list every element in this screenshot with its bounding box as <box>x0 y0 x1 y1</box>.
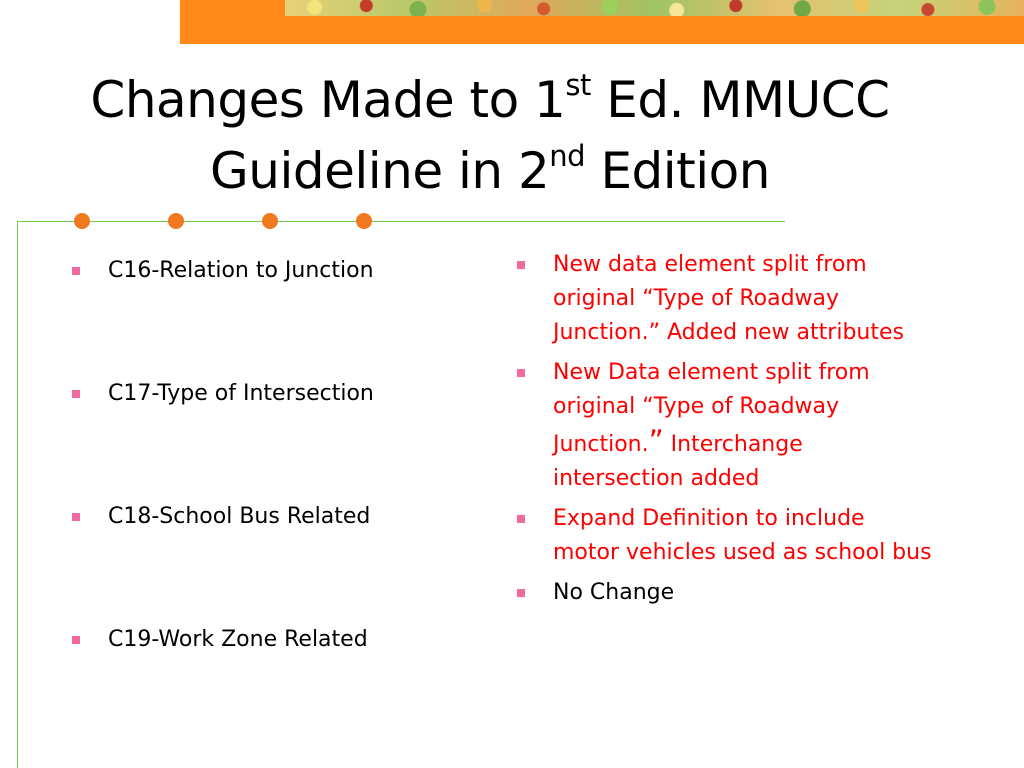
orange-dot-icon <box>168 213 184 229</box>
change-description-list <box>517 248 937 616</box>
title-line-1: Changes Made to 1st Ed. MMUCC <box>90 68 890 129</box>
list-item: C19-Work Zone Related <box>72 623 452 746</box>
list-item: C17-Type of Intersection <box>72 377 452 500</box>
divider-horizontal <box>17 221 785 222</box>
square-bullet-icon <box>517 589 525 597</box>
orange-dot-icon <box>356 213 372 229</box>
list-item: New Data element split from original “Type of Roadway Junction.” Interchange intersection added <box>517 356 937 496</box>
orange-dot-icon <box>74 213 90 229</box>
slide-title <box>40 68 940 210</box>
square-bullet-icon <box>517 261 525 269</box>
square-bullet-icon <box>72 636 80 644</box>
list-item: C18-School Bus Related <box>72 500 452 623</box>
orange-dot-icon <box>262 213 278 229</box>
list-item: New data element split from original “Type of Roadway Junction.” Added new attributes <box>517 248 937 350</box>
element-list <box>72 254 452 746</box>
square-bullet-icon <box>517 515 525 523</box>
list-item: Expand Definition to include motor vehicles used as school bus <box>517 502 937 570</box>
square-bullet-icon <box>72 390 80 398</box>
title-line-2: Guideline in 2nd Edition <box>210 139 770 200</box>
divider-vertical <box>17 222 18 768</box>
square-bullet-icon <box>72 267 80 275</box>
floral-banner-image <box>285 0 1024 16</box>
square-bullet-icon <box>517 369 525 377</box>
list-item: No Change <box>517 576 937 610</box>
square-bullet-icon <box>72 513 80 521</box>
list-item: C16-Relation to Junction <box>72 254 452 377</box>
